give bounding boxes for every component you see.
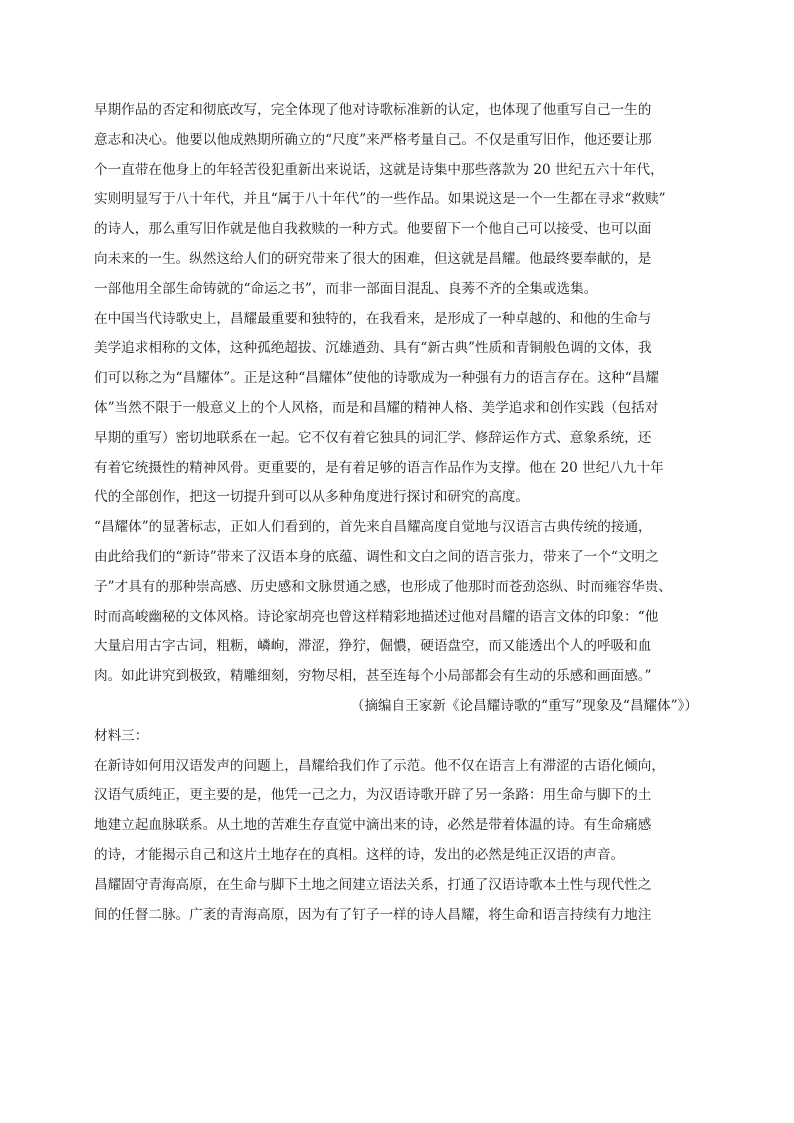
text-line: 间的任督二脉。广袤的青海高原，因为有了钉子一样的诗人昌耀，将生命和语言持续有力地注 — [94, 906, 652, 923]
text-line: 在新诗如何用汉语发声的问题上，昌耀给我们作了示范。他不仅在语言上有滞涩的古语化倾向， — [94, 757, 665, 774]
text-line: 们可以称之为“昌耀体”。正是这种“昌耀体”使他的诗歌成为一种强有力的语言存在。这种“昌耀 — [94, 370, 659, 387]
text-line: 一部他用全部生命铸就的“命运之书”，而非一部面目混乱、良莠不齐的全集或选集。 — [94, 280, 598, 297]
text-line: 个一直带在他身上的年轻苦役犯重新出来说话，这就是诗集中那些落款为 20 世纪五六十年代， — [94, 161, 664, 178]
text-line: 体”当然不限于一般意义上的个人风格，而是和昌耀的精神人格、美学追求和创作实践（包括对 — [94, 399, 659, 416]
text-line: 早期的重写）密切地联系在一起。它不仅有着它独具的词汇学、修辞运作方式、意象系统，还 — [94, 429, 652, 446]
text-line: 意志和决心。他要以他成熟期所确立的“尺度”来严格考量自己。不仅是重写旧作，他还要让那 — [94, 131, 652, 148]
section-heading: 材料三： — [94, 727, 149, 744]
text-line: 汉语气质纯正，更主要的是，他凭一己之力，为汉语诗歌开辟了另一条路：用生命与脚下的土 — [94, 787, 652, 804]
source-citation: （摘编自王家新《论昌耀诗歌的“重写”现象及“昌耀体”》） — [350, 697, 698, 714]
text-line: 代的全部创作，把这一切提升到可以从多种角度进行探讨和研究的高度。 — [94, 489, 529, 506]
text-line: 肉。如此讲究到极致，精雕细刻，穷物尽相，甚至连每个小局部都会有生动的乐感和画面感。” — [94, 668, 652, 685]
text-line: “昌耀体”的显著标志，正如人们看到的，首先来自昌耀高度自觉地与汉语言古典传统的接通， — [94, 519, 652, 536]
text-line: 美学追求相称的文体，这种孤绝超拔、沉雄遒劲、具有“新古典”性质和青铜般色调的文体，我 — [94, 340, 652, 357]
text-line: 的诗，才能揭示自己和这片土地存在的真相。这样的诗，发出的必然是纯正汉语的声音。 — [94, 846, 625, 863]
text-line: 在中国当代诗歌史上，昌耀最重要和独特的，在我看来，是形成了一种卓越的、和他的生命与 — [94, 310, 652, 327]
text-line: 实则明显写于八十年代，并且“属于八十年代”的一些作品。如果说这是一个一生都在寻求“救赎” — [94, 191, 666, 208]
text-line: 子”才具有的那种崇高感、历史感和文脉贯通之感，也形成了他那时而苍劲恣纵、时而雍容华贵、 — [94, 578, 672, 595]
text-line: 向未来的一生。纵然这给人们的研究带来了很大的困难，但这就是昌耀。他最终要奉献的，是 — [94, 250, 652, 267]
text-line: 的诗人，那么重写旧作就是他自我救赎的一种方式。他要留下一个他自己可以接受、也可以面 — [94, 221, 652, 238]
text-line: 由此给我们的“新诗”带来了汉语本身的底蕴、调性和文白之间的语言张力，带来了一个“文明之 — [94, 548, 659, 565]
text-line: 地建立起血脉联系。从土地的苦难生存直觉中滴出来的诗，必然是带着体温的诗。有生命痛感 — [94, 817, 652, 834]
text-line: 有着它统摄性的精神风骨。更重要的，是有着足够的语言作品作为支撑。他在 20 世纪八九十年 — [94, 459, 664, 476]
document-body — [94, 96, 704, 930]
text-line: 昌耀固守青海高原，在生命与脚下土地之间建立语法关系，打通了汉语诗歌本土性与现代性之 — [94, 876, 652, 893]
text-line: 时而高峻幽秘的文体风格。诗论家胡亮也曾这样精彩地描述过他对昌耀的语言文体的印象：“他 — [94, 608, 659, 625]
text-line: 早期作品的否定和彻底改写，完全体现了他对诗歌标准新的认定，也体现了他重写自己一生的 — [94, 102, 652, 118]
text-line: 大量启用古字古词，粗粝，嶙峋，滞涩，狰狞，倔憹，硬语盘空，而又能透出个人的呼吸和血 — [94, 638, 652, 655]
